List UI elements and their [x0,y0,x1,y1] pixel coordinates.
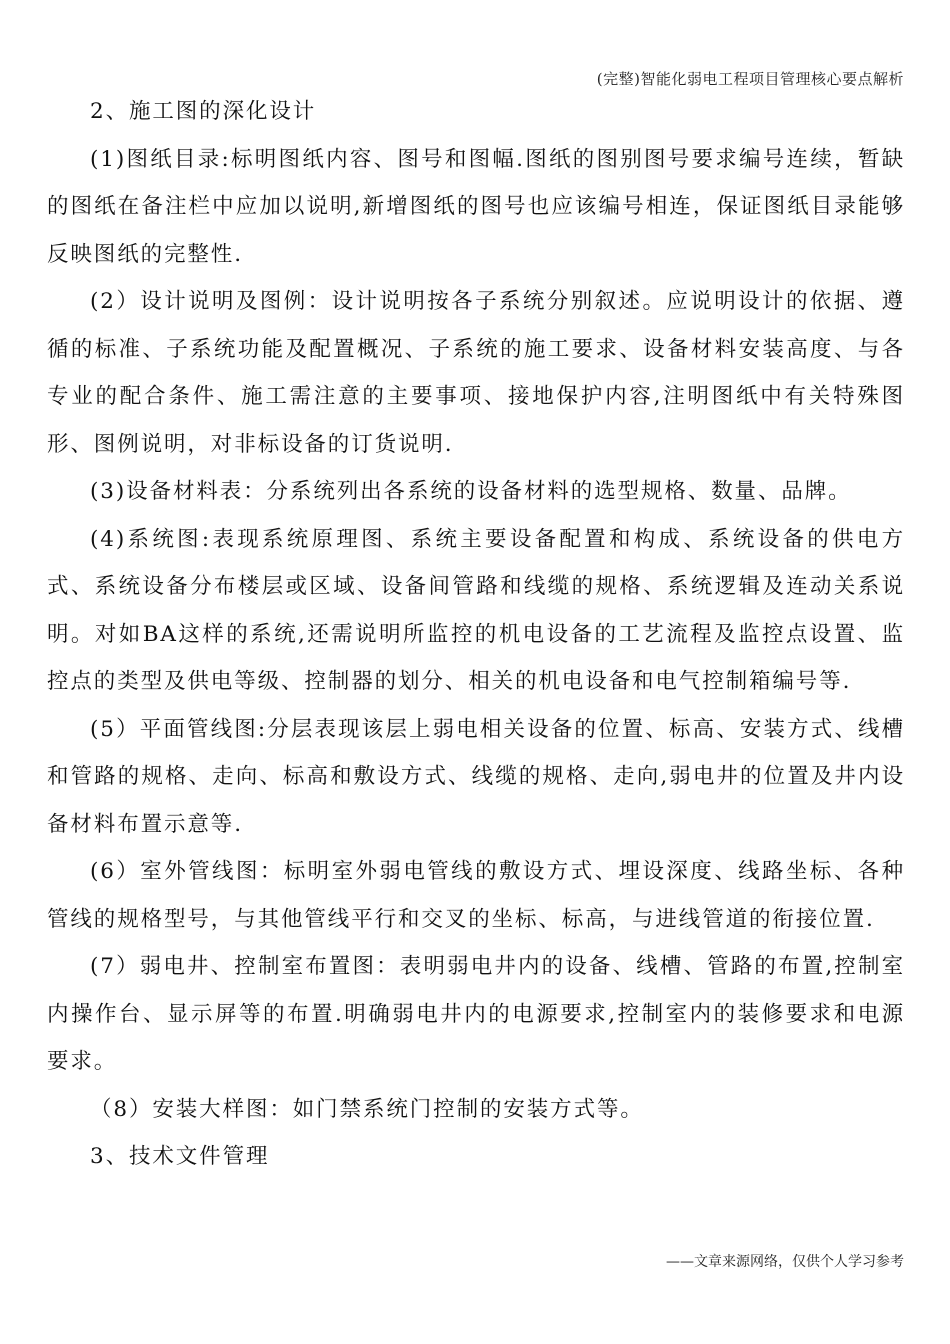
paragraph-floor-plan: (5）平面管线图:分层表现该层上弱电相关设备的位置、标高、安装方式、线槽和管路的规格、走向、标高和敷设方式、线缆的规格、走向,弱电井的位置及井内设备材料布置示意等. [47,716,905,837]
paragraph-weak-current-shaft: (7）弱电井、控制室布置图：表明弱电井内的设备、线槽、管路的布置,控制室内操作台、显示屏等的布置.明确弱电井内的电源要求,控制室内的装修要求和电源要求。 [47,954,905,1074]
section-heading-2: 2、施工图的深化设计 [90,99,317,124]
page-header: (完整)智能化弱电工程项目管理核心要点解析 [596,70,904,88]
paragraph-design-notes: (2）设计说明及图例：设计说明按各子系统分别叙述。应说明设计的依据、遵循的标准、子系统功能及配置概况、子系统的施工要求、设备材料安装高度、与各专业的配合条件、施工需注意的主要事项、接地保护内容,注明图纸中有关特殊图形、图例说明，对非标设备的订货说明. [47,289,905,457]
paragraph-outdoor-pipeline: (6）室外管线图：标明室外弱电管线的敷设方式、埋设深度、线路坐标、各种管线的规格型号，与其他管线平行和交叉的坐标、标高，与进线管道的衔接位置. [47,859,905,932]
document-body [47,88,905,1181]
paragraph-drawing-index: (1)图纸目录:标明图纸内容、图号和图幅.图纸的图别图号要求编号连续，暂缺的图纸在备注栏中应加以说明,新增图纸的图号也应该编号相连，保证图纸目录能够反映图纸的完整性. [47,146,905,267]
page-footer: ——文章来源网络，仅供个人学习参考 [666,1254,904,1270]
section-heading-3: 3、技术文件管理 [90,1144,270,1169]
paragraph-installation-detail: （8）安装大样图：如门禁系统门控制的安装方式等。 [90,1096,644,1122]
paragraph-system-diagram: (4)系统图:表现系统原理图、系统主要设备配置和构成、系统设备的供电方式、系统设备分布楼层或区域、设备间管路和线缆的规格、系统逻辑及连动关系说明。对如BA这样的系统,还需说明所监控的机电设备的工艺流程及监控点设置、监控点的类型及供电等级、控制器的划分、相关的机电设备和电气控制箱编号等. [47,526,905,694]
paragraph-material-list: (3)设备材料表：分系统列出各系统的设备材料的选型规格、数量、品牌。 [90,479,852,504]
